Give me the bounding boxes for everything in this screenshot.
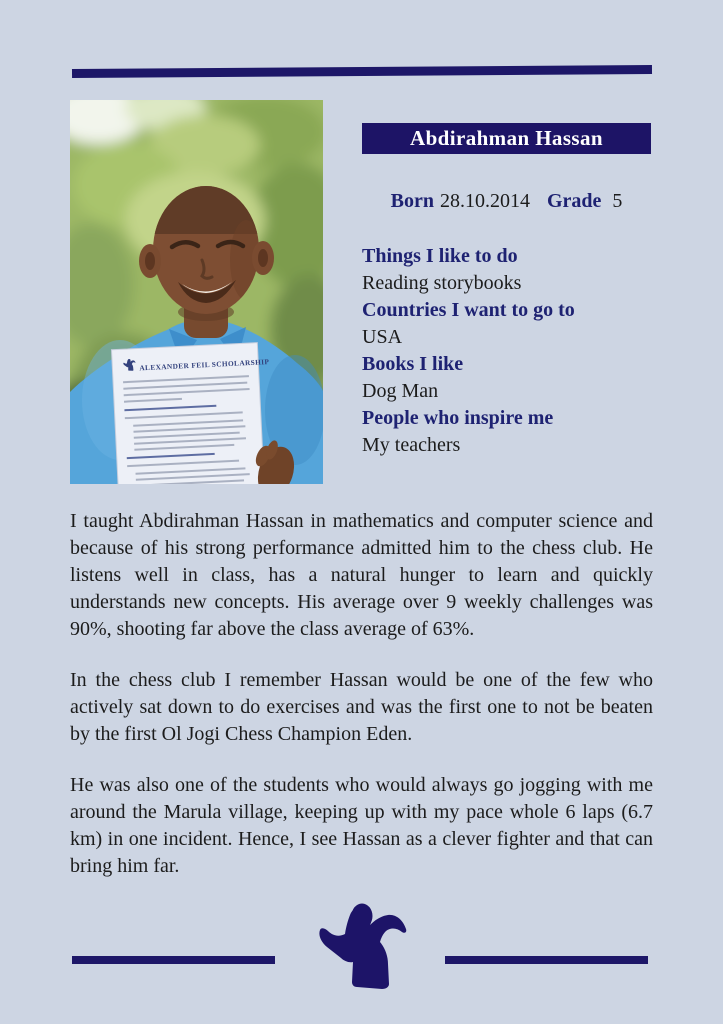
bottom-divider-right bbox=[445, 956, 648, 964]
bottom-divider-left bbox=[72, 956, 275, 964]
student-name-banner bbox=[362, 123, 651, 154]
report-paragraph-1: I taught Abdirahman Hassan in mathematics and computer science and because of his strong performance admitted him to the chess club. He listens well in class, has a natural hunger to learn and quickly understands new concepts. His average over 9 weekly challenges was 90%, shooting far above the class average of 63%. bbox=[70, 510, 653, 640]
paper-title: Alexander Feil Scholarship bbox=[139, 357, 270, 373]
teacher-report bbox=[70, 508, 653, 904]
scholarship-logo-icon bbox=[311, 903, 411, 991]
born-label: Born bbox=[390, 190, 434, 212]
student-photo bbox=[70, 100, 323, 484]
student-name: Abdirahman Hassan bbox=[410, 126, 603, 150]
info-label-things: Things I like to do bbox=[362, 245, 518, 267]
grade-value: 5 bbox=[612, 190, 623, 212]
info-value-people: My teachers bbox=[362, 434, 461, 456]
born-value: 28.10.2014 bbox=[439, 190, 530, 212]
info-label-countries: Countries I want to go to bbox=[362, 299, 575, 321]
info-value-countries: USA bbox=[362, 326, 403, 348]
info-value-books: Dog Man bbox=[362, 380, 439, 402]
student-photo-illustration bbox=[70, 100, 323, 484]
report-paragraph-3: He was also one of the students who would always go jogging with me around the Marula village, keeping up with my pace whole 6 laps (6.7 km) in one incident. Hence, I see Hassan as a clever fighter and that can bring him far. bbox=[70, 774, 653, 877]
profile-details bbox=[362, 243, 662, 459]
top-divider bbox=[72, 65, 652, 78]
info-label-people: People who inspire me bbox=[362, 407, 554, 429]
grade-label: Grade bbox=[546, 190, 602, 212]
report-paragraph-2: In the chess club I remember Hassan would be one of the few who actively sat down to do exercises and was the first one to not be beaten by the first Ol Jogi Chess Champion Eden. bbox=[70, 669, 653, 745]
info-label-books: Books I like bbox=[362, 353, 464, 375]
birth-grade-row bbox=[362, 190, 651, 213]
scholarship-paper bbox=[111, 342, 275, 484]
info-value-things: Reading storybooks bbox=[362, 272, 522, 294]
